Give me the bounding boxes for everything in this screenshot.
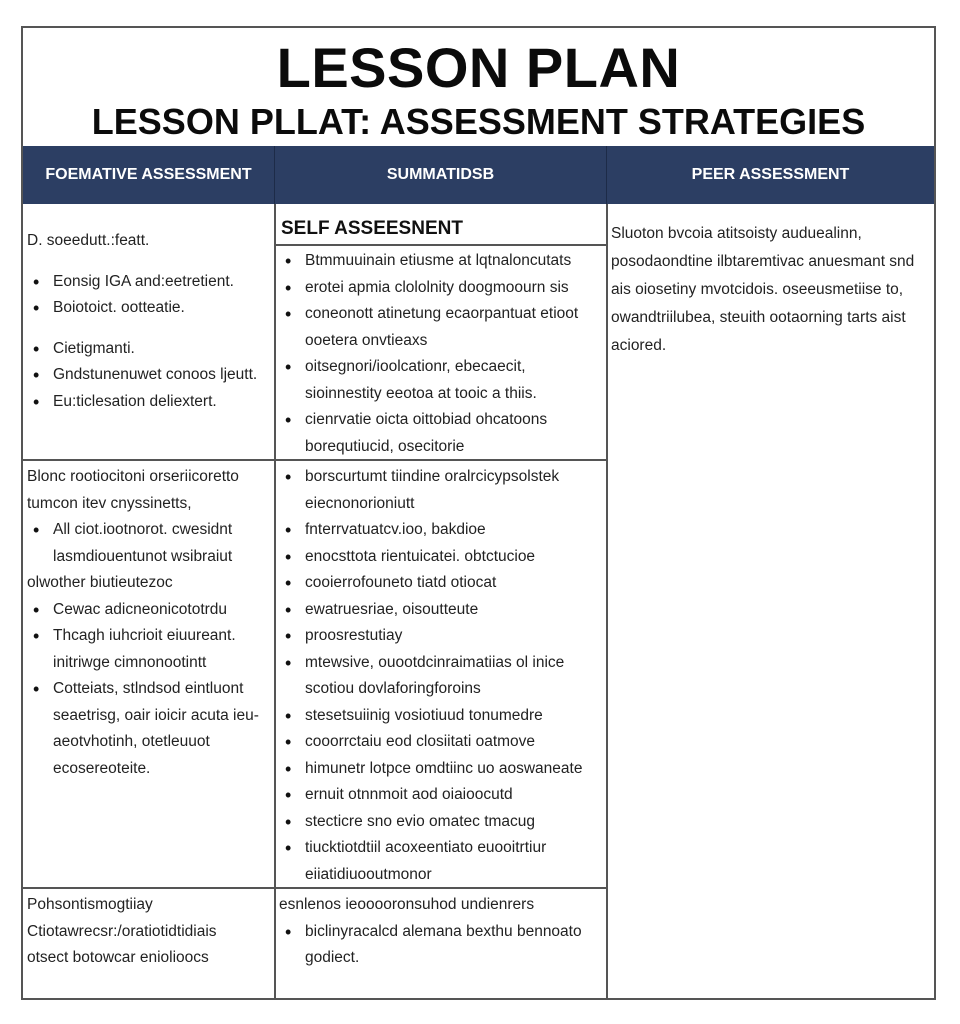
list-item: • ernuit otnnmoit aod oiaioocutd — [279, 782, 603, 809]
column-divider-1 — [274, 204, 276, 1000]
column-header-summative: SUMMATIDSB — [275, 146, 607, 204]
summative-middle-list — [279, 464, 603, 888]
summative-top-cell — [279, 248, 603, 460]
lesson-plan-document — [21, 26, 936, 1000]
row-divider-formative-2 — [23, 887, 276, 889]
self-assessment-heading: SELF ASSEESNENT — [281, 218, 463, 239]
column-header-formative: FOEMATIVE ASSESSMENT — [23, 146, 275, 204]
formative-bottom-cell — [27, 892, 271, 972]
list-item: • Cotteiats, stlndsod eintluont seaetrisg, oair ioicir acuta ieu-aeotvhotinh, otetleuuot ecosereoteite. — [27, 676, 271, 782]
list-item: • stesetsuiinig vosiotiuud tonumedre — [279, 703, 603, 730]
formative-middle-list-a — [27, 517, 271, 570]
list-item: • biclinyracalcd alemana bexthu bennoato godiect. — [279, 919, 603, 972]
list-item: • himunetr lotpce omdtiinc uo aoswaneate — [279, 756, 603, 783]
formative-top-cell — [27, 228, 269, 415]
list-item: • enocsttota rientuicatei. obtctucioe — [279, 544, 603, 571]
list-item: • stecticre sno evio omatec tmacug — [279, 809, 603, 836]
formative-middle-lead: Blonc rootiocitoni orseriicoretto tumcon itev cnyssinetts, — [27, 468, 239, 512]
list-item: • All ciot.iootnorot. cwesidnt lasmdiouentunot wsibraiut — [27, 517, 271, 570]
list-item: • Eonsig IGA and:eetretient. — [27, 269, 269, 296]
formative-middle-after: olwother biutieutezoc — [27, 574, 173, 591]
list-item: • coneonott atinetung ecaorpantuat etioot ooetera onvtieaxs — [279, 301, 603, 354]
table-header-row — [23, 146, 934, 204]
list-item: • Thcagh iuhcrioit eiuureant. initriwge cimnonootintt — [27, 623, 271, 676]
summative-top-list — [279, 248, 603, 460]
list-item: • Cewac adicneonicototrdu — [27, 597, 271, 624]
formative-middle-list-b — [27, 597, 271, 783]
peer-assessment-paragraph: Sluoton bvcoia atitsoisty auduealinn, posodaondtine ilbtaremtivac anuesmant snd ais oiosetiny mvotcidois. oseeusmetiise to, owandtriilubea, steuith ootaorning tarts aist aciored. — [611, 225, 915, 354]
formative-top-list-2 — [27, 336, 269, 416]
formative-middle-cell — [27, 464, 271, 782]
list-item: • Cietigmanti. — [27, 336, 269, 363]
list-item: • Gndstunenuwet conoos ljeutt. — [27, 362, 269, 389]
summative-bottom-list — [279, 919, 603, 972]
list-item: • Btmmuuinain etiusme at lqtnaloncutats — [279, 248, 603, 275]
peer-assessment-cell — [611, 220, 929, 360]
summative-middle-cell — [279, 464, 603, 888]
row-divider-formative-1 — [23, 459, 276, 461]
formative-bottom-line: Pohsontismogtiiay — [27, 896, 153, 913]
document-title: LESSON PLAN — [276, 36, 681, 99]
list-item: • proosrestutiay — [279, 623, 603, 650]
summative-bottom-lead: esnlenos ieooooronsuhod undienrers — [279, 896, 535, 913]
list-item: • oitsegnori/ioolcationr, ebecaecit, sioinnestity eeotoa at tooic a thiis. — [279, 354, 603, 407]
list-item: • erotei apmia clololnity doogmoourn sis — [279, 275, 603, 302]
list-item: • tiucktiotdtiil acoxeentiato euooitrtiur eiiatidiuooutmonor — [279, 835, 603, 888]
formative-top-list — [27, 269, 269, 322]
list-item: • fnterrvatuatcv.ioo, bakdioe — [279, 517, 603, 544]
list-item: • borscurtumt tiindine oralrcicypsolstek eiecnonorioniutt — [279, 464, 603, 517]
summative-bottom-cell — [279, 892, 603, 972]
list-item: • cooierrofouneto tiatd otiocat — [279, 570, 603, 597]
column-header-peer: PEER ASSESSMENT — [691, 166, 850, 183]
list-item: • cienrvatie oicta oittobiad ohcatoons borequtiucid, osecitorie — [279, 407, 603, 460]
list-item: • cooorrctaiu eod closiitati oatmove — [279, 729, 603, 756]
formative-bottom-line: Ctiotawrecsr:/oratiotidtidiais — [27, 922, 217, 940]
self-heading-divider — [274, 244, 608, 246]
list-item: • mtewsive, ouootdcinraimatiias ol inice scotiou dovlaforingforoins — [279, 650, 603, 703]
formative-top-lead: D. soeedutt.:featt. — [27, 232, 150, 249]
list-item: • Eu:ticlesation deliextert. — [27, 389, 269, 416]
document-subtitle: LESSON PLLAT: ASSESSMENT STRATEGIES — [91, 101, 866, 142]
list-item: • ewatruesriae, oisoutteute — [279, 597, 603, 624]
list-item: • Boiotoict. ootteatie. — [27, 295, 269, 322]
column-divider-2 — [606, 204, 608, 1000]
formative-bottom-line: otsect botowcar eniolioocs — [27, 949, 209, 966]
